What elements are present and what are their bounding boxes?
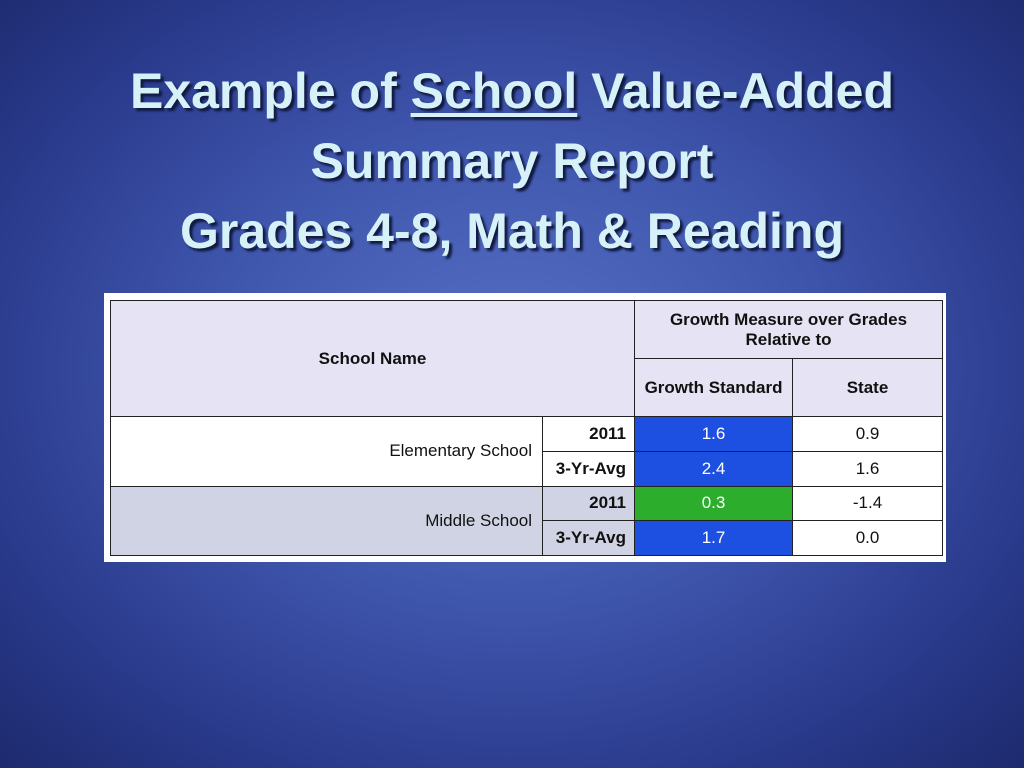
state-cell: -1.4 xyxy=(793,486,943,521)
header-growth-standard: Growth Standard xyxy=(635,359,793,417)
period-cell: 3-Yr-Avg xyxy=(543,521,635,556)
state-cell: 1.6 xyxy=(793,451,943,486)
title-text-pre: Example of xyxy=(129,63,411,119)
header-school-name: School Name xyxy=(111,301,635,417)
school-name-cell: Middle School xyxy=(111,486,543,556)
growth-standard-cell: 0.3 xyxy=(635,486,793,521)
report-table-frame xyxy=(104,293,946,562)
title-line-1 xyxy=(0,56,1024,126)
state-cell: 0.0 xyxy=(793,521,943,556)
title-line-3: Grades 4-8, Math & Reading xyxy=(179,203,845,259)
growth-standard-cell: 1.6 xyxy=(635,417,793,452)
table-row xyxy=(111,486,943,521)
growth-standard-cell: 2.4 xyxy=(635,451,793,486)
state-cell: 0.9 xyxy=(793,417,943,452)
growth-standard-cell: 1.7 xyxy=(635,521,793,556)
header-state: State xyxy=(793,359,943,417)
title-text-post: Value-Added xyxy=(577,63,895,119)
value-added-report-table xyxy=(110,300,943,556)
slide-title xyxy=(0,56,1024,266)
period-cell: 3-Yr-Avg xyxy=(543,451,635,486)
period-cell: 2011 xyxy=(543,417,635,452)
title-line-2: Summary Report xyxy=(310,133,714,189)
header-growth-measure: Growth Measure over Grades Relative to xyxy=(635,301,943,359)
period-cell: 2011 xyxy=(543,486,635,521)
table-row xyxy=(111,417,943,452)
title-underlined-word: School xyxy=(410,63,578,119)
school-name-cell: Elementary School xyxy=(111,417,543,487)
